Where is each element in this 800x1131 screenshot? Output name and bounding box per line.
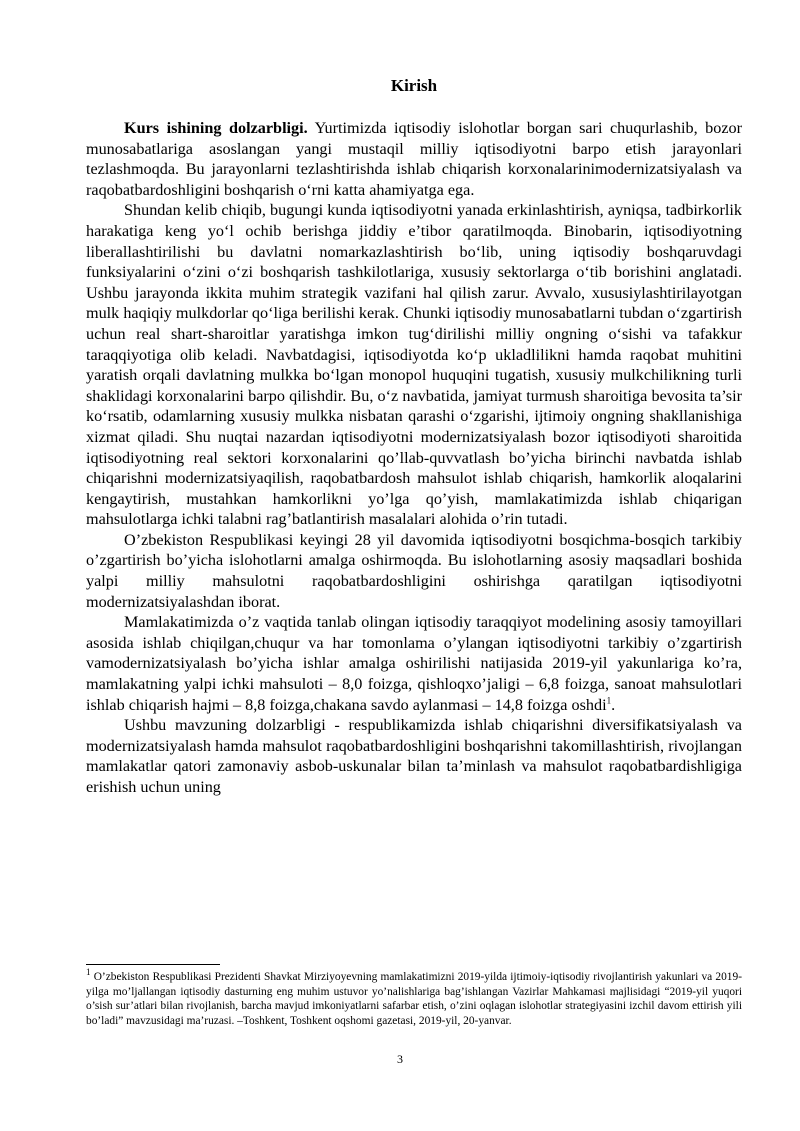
paragraph-text: Mamlakatimizda o’z vaqtida tanlab olingan iqtisodiy taraqqiyot modelining asosiy tamoyillari asosida ishlab chiqilgan,chuqur va har tomonlama o’ylangan iqtisodiyotni tarkibiy o’zgartirish vamodernizatsiyalash bo’yicha ishlar amalga oshirilishi natijasida 2019-yil yakunlariga ko’ra, mamlakatning yalpi ichki mahsuloti – 8,0 foizga, qishloqxo’jaligi – 6,8 foizga, sanoat mahsulotlari ishlab chiqarish hajmi – 8,8 foizga,chakana savdo aylanmasi – 14,8 foizga oshdi — [86, 613, 742, 714]
paragraph-lead: Kurs ishining dolzarbligi. — [124, 119, 308, 137]
body-text — [86, 118, 742, 798]
footnote-marker: 1 — [86, 967, 91, 978]
footnote-reference: 1 — [606, 695, 612, 706]
paragraph-1 — [86, 118, 742, 200]
paragraph-text: Yurtimizda iqtisodiy islohotlar borgan sari chuqurlashib, bozor munosabatlariga asoslangan yangi mustaqil milliy iqtisodiyotni barpo etish jarayonlari tezlashmoqda. Bu jarayonlarni tezlashtirishda ishlab chiqarish korxonalarinimodernizatsiyalash va raqobatbardoshligini boshqarish o‘rni katta ahamiyatga ega. — [86, 119, 742, 199]
paragraph-4 — [86, 612, 742, 715]
paragraph-2: Shundan kelib chiqib, bugungi kunda iqtisodiyotni yanada erkinlashtirish, ayniqsa, tadbirkorlik harakatiga keng yo‘l ochib berishga jiddiy e’tibor qaratilmoqda. Binobarin, iqtisodiyotning liberallashtirilishi bu davlatni nomarkazlashtirish bo‘lib, uning iqtisodiy boshqaruvdagi funksiyalarini o‘zini o‘zi boshqarish tashkilotlariga, xususiy sektorlarga o‘tib borishini anglatadi. Ushbu jarayonda ikkita muhim strategik vazifani hal qilish zarur. Avvalo, xususiylashtirilayotgan mulk haqiqiy mulkdorlar qo‘liga berilishi kerak. Chunki iqtisodiy munosabatlarni tubdan o‘zgartirish uchun real shart-sharoitlar yaratishga imkon tug‘dirilishi milliy ongning o‘sishi va tafakkur taraqqiyotiga olib keladi. Navbatdagisi, iqtisodiyotda ko‘p ukladlilikni hamda raqobat muhitini yaratish orqali davlatning mulkka bo‘lgan monopol huquqini tugatish, xususiy mulkchilikning turli shaklidagi korxonalarini barpo qilishdir. Bu, o‘z navbatida, jamiyat turmush sharoitiga bevosita ta’sir ko‘rsatib, odamlarning xususiy mulkka nisbatan qarashi o‘zgarishi, ijtimoiy ongning shakllanishiga xizmat qiladi. Shu nuqtai nazardan iqtisodiyotni modernizatsiyalash bozor iqtisodiyoti sharoitida iqtisodiyotning real sektori korxonalarini qo’llab-quvvatlash bo’yicha birinchi navbatda ishlab chiqarishni modernizatsiyaqilish, raqobatbardosh mahsulot ishlab chiqarish, hamkorlik aloqalarini kengaytirish, mustahkan hamkorlikni yo’lga qo’yish, mamlakatimizda ishlab chiqarigan mahsulotlarga ichki talabni rag’batlantirish masalalari alohida o’rin tutadi. — [86, 201, 742, 529]
paragraph-5: Ushbu mavzuning dolzarbligi - respublikamizda ishlab chiqarishni diversifikatsiyalash va modernizatsiyalash hamda mahsulot raqobatbardoshligini boshqarishni takomillashtirish, rivojlangan mamlakatlar qatori zamonaviy asbob-uskunalar bilan ta’minlash va mahsulot raqobatbardishligiga erishish uchun uning — [86, 716, 742, 796]
footnote-separator — [86, 964, 220, 965]
paragraph-tail: . — [611, 695, 616, 714]
paragraph-3: O’zbekiston Respublikasi keyingi 28 yil davomida iqtisodiyotni bosqichma-bosqich tarkibiy o’zgartirish bo’yicha islohotlarni amalga oshirmoqda. Bu islohotlarning asosiy maqsadlari boshida yalpi milliy mahsulotni raqobatbardoshligini oshirishga qaratilgan iqtisodiyotni modernizatsiyalashdan iborat. — [86, 530, 742, 611]
page-title: Kirish — [390, 76, 438, 95]
page-number: 3 — [397, 1052, 403, 1066]
footnote-text: O’zbekiston Respublikasi Prezidenti Shavkat Mirziyoyevning mamlakatimizni 2019-yilda ijtimoiy-iqtisodiy rivojlantirish yakunlari va 2019-yilga mo’ljallangan iqtisodiy dasturning eng muhim ustuvor yo’nalishlariga bag’ishlangan Vazirlar Mahkamasi majlisidagi “2019-yil yuqori o’sish sur’atlari bilan rivojlanish, barcha mavjud imkoniyatlarni safarbar etish, o’zini oqlagan islohotlar strategiyasini izchil davom ettirish yili bo’ladi” mavzusidagi ma’ruzasi. –Toshkent, Toshkent oqshomi gazetasi, 2019-yil, 20-yanvar. — [86, 971, 742, 1027]
footnote — [86, 967, 742, 1028]
